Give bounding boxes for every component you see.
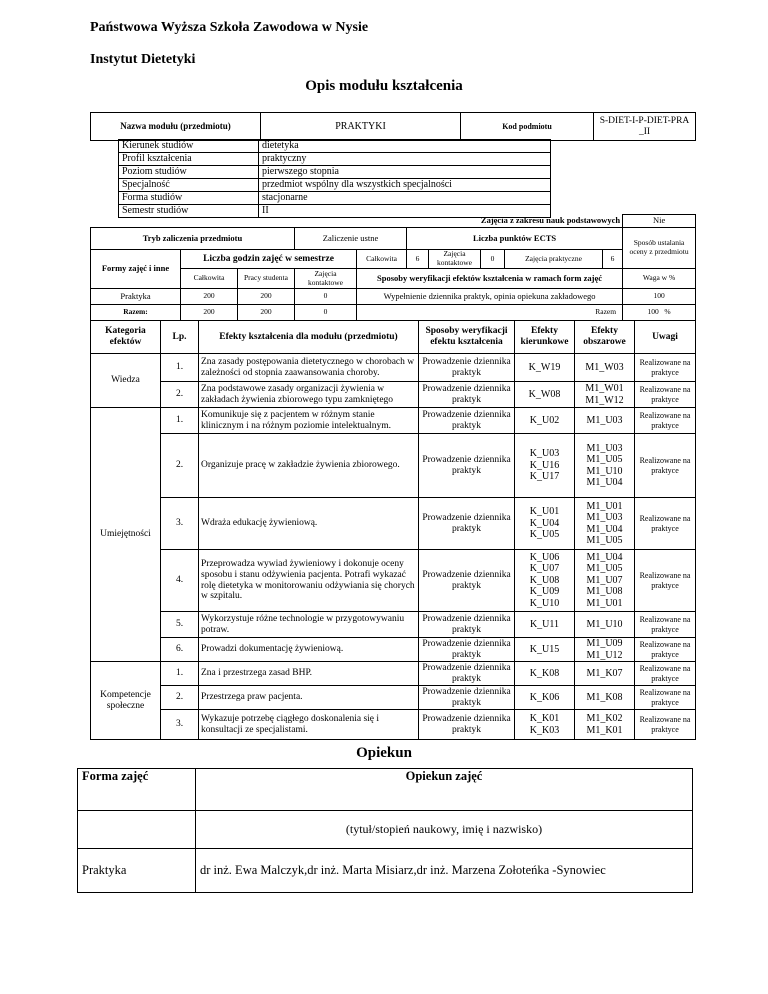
sum-student: 200	[238, 305, 295, 321]
forms-label: Formy zajęć i inne	[91, 250, 181, 289]
row-verification: Prowadzenie dziennika praktyk	[419, 434, 515, 498]
row-effect: Zna i przestrzega zasad BHP.	[199, 662, 419, 686]
page-title: Opis modułu kształcenia	[305, 78, 463, 94]
row-dir: K_U01 K_U04 K_U05	[515, 498, 575, 550]
row-dir: K_U11	[515, 612, 575, 638]
credit-mode-value: Zaliczenie ustne	[295, 228, 407, 250]
study-info-row	[119, 166, 551, 179]
row-dir: K_U03 K_U16 K_U17	[515, 434, 575, 498]
row-form: Praktyka	[78, 849, 196, 893]
study-info-label: Specjalność	[119, 179, 259, 192]
hours-label: Liczba godzin zajęć w semestrze	[181, 250, 357, 269]
study-info-row	[119, 179, 551, 192]
row-verification: Prowadzenie dziennika praktyk	[419, 408, 515, 434]
form-label: Forma zajęć	[78, 769, 196, 811]
study-info-value: praktyczny	[259, 153, 551, 166]
row-lp: 2.	[161, 382, 199, 408]
row-effect: Organizuje pracę w zakładzie żywienia zbiorowego.	[199, 434, 419, 498]
row-area: M1_U03	[575, 408, 635, 434]
row-note: Realizowane na praktyce	[635, 354, 696, 382]
table-row	[91, 710, 696, 740]
row-dir: K_U06 K_U07 K_U08 K_U09 K_U10	[515, 550, 575, 612]
header-verification: Sposoby weryfikacji efektu kształcenia	[419, 321, 515, 354]
credit-mode-label: Tryb zaliczenia przedmiotu	[91, 228, 295, 250]
row-area: M1_U04 M1_U05 M1_U07 M1_U08 M1_U01	[575, 550, 635, 612]
weight-label: Waga w %	[623, 269, 696, 289]
row-note: Realizowane na praktyce	[635, 550, 696, 612]
basic-sciences-value: Nie	[623, 215, 696, 228]
row-effect: Przeprowadza wywiad żywieniowy i dokonuje oceny sposobu i stanu odżywienia pacjenta. Potrafi wykazać rolę dietetyka w monitorowaniu odżywiania się chorych w szpitalu.	[199, 550, 419, 612]
row-area: M1_W01 M1_W12	[575, 382, 635, 408]
table-row	[91, 686, 696, 710]
row-verification: Wypełnienie dziennika praktyk, opinia opiekuna zakładowego	[357, 289, 623, 305]
row-contact: 0	[295, 289, 357, 305]
row-verification: Prowadzenie dziennika praktyk	[419, 710, 515, 740]
header-dir-effects: Efekty kierunkowe	[515, 321, 575, 354]
row-note: Realizowane na praktyce	[635, 710, 696, 740]
supervisor-table	[77, 768, 693, 893]
ects-total-label: Całkowita	[357, 250, 407, 269]
study-info-label: Forma studiów	[119, 192, 259, 205]
row-supervisors: dr inż. Ewa Malczyk,dr inż. Marta Misiarz,dr inż. Marzena Zołoteńka -Synowiec	[196, 849, 693, 893]
institution-name: Państwowa Wyższa Szkoła Zawodowa w Nysie	[90, 20, 369, 35]
study-info-value: dietetyka	[259, 140, 551, 153]
table-row	[91, 612, 696, 638]
row-dir: K_K08	[515, 662, 575, 686]
ects-practical-label: Zajęcia praktyczne	[505, 250, 603, 269]
study-info-value: II	[259, 205, 551, 218]
row-lp: 5.	[161, 612, 199, 638]
sum-contact: 0	[295, 305, 357, 321]
row-dir: K_U02	[515, 408, 575, 434]
table-row	[91, 434, 696, 498]
row-lp: 2.	[161, 434, 199, 498]
header-notes: Uwagi	[635, 321, 696, 354]
verification-label: Sposoby weryfikacji efektów kształcenia w ramach form zajęć	[357, 269, 623, 289]
row-verification: Prowadzenie dziennika praktyk	[419, 354, 515, 382]
col-contact-label: Zajęcia kontaktowe	[295, 269, 357, 289]
table-row	[91, 408, 696, 434]
sum-label: Razem:	[91, 305, 181, 321]
row-area: M1_U01 M1_U03 M1_U04 M1_U05	[575, 498, 635, 550]
row-note: Realizowane na praktyce	[635, 408, 696, 434]
row-dir: K_W08	[515, 382, 575, 408]
row-dir: K_K06	[515, 686, 575, 710]
header-lp: Lp.	[161, 321, 199, 354]
row-effect: Wykorzystuje różne technologie w przygotowywaniu potraw.	[199, 612, 419, 638]
table-row	[91, 354, 696, 382]
row-verification: Prowadzenie dziennika praktyk	[419, 638, 515, 662]
sum-weight-cell	[623, 305, 696, 321]
row-lp: 3.	[161, 498, 199, 550]
table-row	[91, 638, 696, 662]
row-area: M1_K07	[575, 662, 635, 686]
row-lp: 3.	[161, 710, 199, 740]
row-verification: Prowadzenie dziennika praktyk	[419, 550, 515, 612]
study-info-table	[118, 139, 551, 218]
row-note: Realizowane na praktyce	[635, 686, 696, 710]
study-info-label: Profil kształcenia	[119, 153, 259, 166]
study-info-value: przedmiot wspólny dla wszystkich specjalności	[259, 179, 551, 192]
row-effect: Przestrzega praw pacjenta.	[199, 686, 419, 710]
category-wiedza: Wiedza	[91, 354, 161, 408]
module-name-value: PRAKTYKI	[261, 113, 461, 141]
row-verification: Prowadzenie dziennika praktyk	[419, 612, 515, 638]
sum-razem-label: Razem	[357, 305, 623, 321]
row-verification: Prowadzenie dziennika praktyk	[419, 662, 515, 686]
study-info-row	[119, 140, 551, 153]
row-lp: 1.	[161, 408, 199, 434]
ects-contact-value: 0	[481, 250, 505, 269]
ects-practical-value: 6	[603, 250, 623, 269]
row-area: M1_K08	[575, 686, 635, 710]
row-area: M1_W03	[575, 354, 635, 382]
row-lp: 1.	[161, 662, 199, 686]
row-dir: K_K01 K_K03	[515, 710, 575, 740]
institute-name: Instytut Dietetyki	[90, 52, 196, 67]
ects-contact-label: Zajęcia kontaktowe	[429, 250, 481, 269]
row-dir: K_U15	[515, 638, 575, 662]
row-area: M1_U09 M1_U12	[575, 638, 635, 662]
row-note: Realizowane na praktyce	[635, 434, 696, 498]
ects-method-label: Sposób ustalania oceny z przedmiotu	[623, 228, 696, 269]
row-lp: 6.	[161, 638, 199, 662]
table-row	[91, 382, 696, 408]
supervisor-title: Opiekun	[356, 745, 412, 761]
ects-label: Liczba punktów ECTS	[407, 228, 623, 250]
row-verification: Prowadzenie dziennika praktyk	[419, 498, 515, 550]
row-lp: 4.	[161, 550, 199, 612]
basic-sciences-label: Zajęcia z zakresu nauk podstawowych	[91, 215, 623, 228]
sum-total: 200	[181, 305, 238, 321]
row-form-name: Praktyka	[91, 289, 181, 305]
supervisor-label: Opiekun zajęć	[196, 769, 693, 811]
study-info-label: Poziom studiów	[119, 166, 259, 179]
row-effect: Komunikuje się z pacjentem w różnym stanie klinicznym i na różnym poziomie intelektualnym.	[199, 408, 419, 434]
row-note: Realizowane na praktyce	[635, 498, 696, 550]
table-row	[91, 498, 696, 550]
empty-cell	[78, 811, 196, 849]
row-area: M1_U03 M1_U05 M1_U10 M1_U04	[575, 434, 635, 498]
sum-pct: %	[664, 307, 671, 317]
row-area: M1_U10	[575, 612, 635, 638]
row-verification: Prowadzenie dziennika praktyk	[419, 382, 515, 408]
module-code-label: Kod podmiotu	[461, 113, 594, 141]
row-effect: Wdraża edukację żywieniową.	[199, 498, 419, 550]
table-row	[91, 662, 696, 686]
study-info-value: pierwszego stopnia	[259, 166, 551, 179]
study-info-label: Kierunek studiów	[119, 140, 259, 153]
table-row	[91, 550, 696, 612]
row-note: Realizowane na praktyce	[635, 382, 696, 408]
row-lp: 2.	[161, 686, 199, 710]
header-area-effects: Efekty obszarowe	[575, 321, 635, 354]
ects-total-value: 6	[407, 250, 429, 269]
row-effect: Zna podstawowe zasady organizacji żywienia w zakładach żywienia zbiorowego typu zamkniętego	[199, 382, 419, 408]
module-name-table	[90, 112, 696, 141]
row-note: Realizowane na praktyce	[635, 612, 696, 638]
category-umiejetnosci: Umiejętności	[91, 408, 161, 662]
header-effects: Efekty kształcenia dla modułu (przedmiotu)	[199, 321, 419, 354]
row-note: Realizowane na praktyce	[635, 638, 696, 662]
module-name-label: Nazwa modułu (przedmiotu)	[91, 113, 261, 141]
effects-table	[90, 320, 696, 740]
row-weight: 100	[623, 289, 696, 305]
row-effect: Wykazuje potrzebę ciągłego doskonalenia się i konsultacji ze specjalistami.	[199, 710, 419, 740]
row-student: 200	[238, 289, 295, 305]
module-code-value: S-DIET-I-P-DIET-PRA _II	[594, 113, 696, 141]
row-lp: 1.	[161, 354, 199, 382]
col-total-label: Całkowita	[181, 269, 238, 289]
row-dir: K_W19	[515, 354, 575, 382]
row-effect: Prowadzi dokumentację żywieniową.	[199, 638, 419, 662]
row-total: 200	[181, 289, 238, 305]
row-area: M1_K02 M1_K01	[575, 710, 635, 740]
row-effect: Zna zasady postępowania dietetycznego w chorobach w zależności od stopnia zaawansowania choroby.	[199, 354, 419, 382]
row-verification: Prowadzenie dziennika praktyk	[419, 686, 515, 710]
study-info-value: stacjonarne	[259, 192, 551, 205]
row-note: Realizowane na praktyce	[635, 662, 696, 686]
study-info-label: Semestr studiów	[119, 205, 259, 218]
study-info-row	[119, 192, 551, 205]
category-kompetencje: Kompetencje społeczne	[91, 662, 161, 740]
col-student-label: Pracy studenta	[238, 269, 295, 289]
supervisor-hint: (tytuł/stopień naukowy, imię i nazwisko)	[196, 811, 693, 849]
forms-table	[90, 214, 696, 321]
header-category: Kategoria efektów	[91, 321, 161, 354]
study-info-row	[119, 153, 551, 166]
sum-weight: 100	[647, 307, 659, 317]
